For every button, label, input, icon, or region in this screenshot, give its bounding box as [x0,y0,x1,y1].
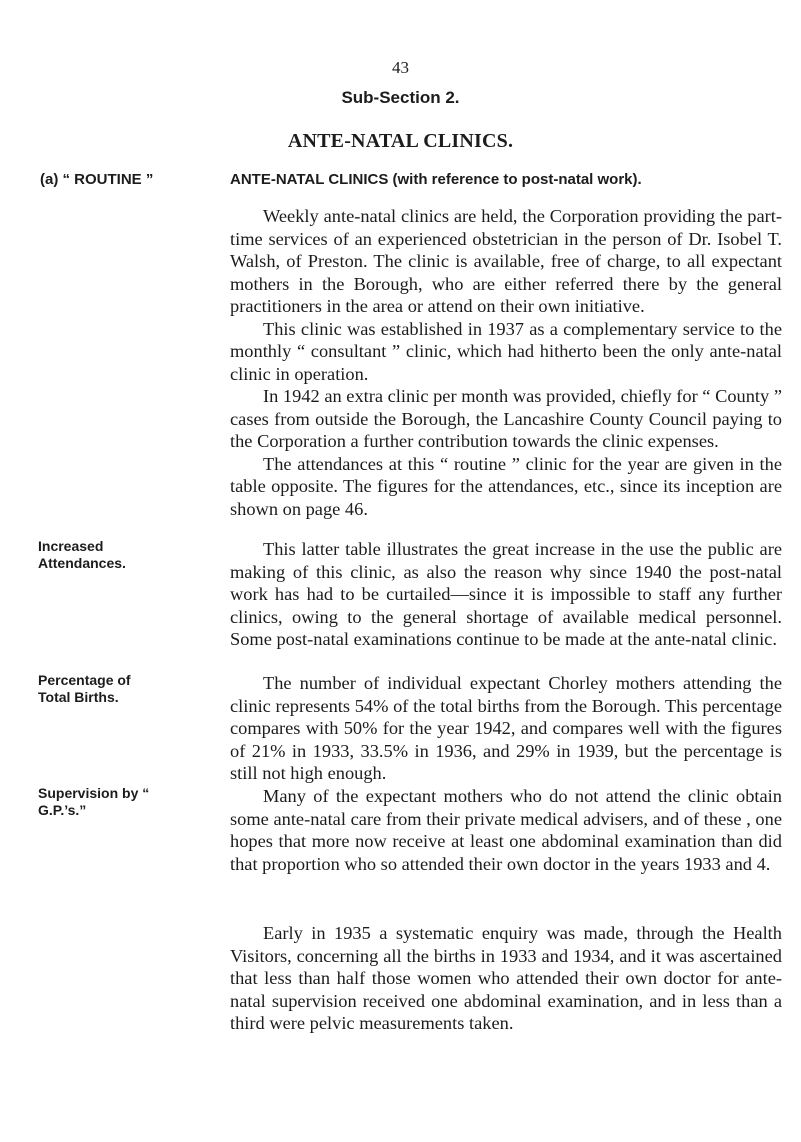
side-heading-increased-attendances: Increased Attendances. [38,538,126,571]
paragraph-private-advisers: Many of the expectant mothers who do not attend the clinic obtain some ante-natal care from their private medical advisers, and of these , one hopes that more now receive at least one abdominal examination than did that proportion who so attended their own doctor in the years 1933 and 4. [230,786,782,874]
section-a-title: ANTE-NATAL CLINICS (with reference to post-natal work). [230,171,642,188]
enquiry-block [230,922,782,1035]
supervision-block [230,785,782,875]
page-title: ANTE-NATAL CLINICS. [287,130,514,152]
paragraph-attendances: The attendances at this “ routine ” clinic for the year are given in the table opposite. The figures for the attendances, etc., since its inception are shown on page 46. [230,453,782,519]
paragraph-extra-clinic-1942: In 1942 an extra clinic per month was provided, chiefly for “ County ” cases from outside the Borough, the Lancashire County Council paying to the Corporation a further contribution towards the clinic expenses. [230,386,782,451]
section-a-label: (a) “ ROUTINE ” [40,171,154,188]
subsection-heading: Sub-Section 2. [341,88,460,107]
paragraph-established-1937: This clinic was established in 1937 as a complementary service to the monthly “ consultant ” clinic, which had hitherto been the only ante-natal clinic in operation. [230,318,782,384]
side-heading-percentage-births: Percentage of Total Births. [38,672,131,705]
increased-attendances-block [230,538,782,651]
paragraph-increase-in-use: This latter table illustrates the great increase in the use the public are making of this clinic, as also the reason why since 1940 the post-natal work has had to be curtailed—since it is impossible to staff any further clinics, owing to the general shortage of available medical personnel. Some post-natal examinations continue to be made at the ante-natal clinic. [230,539,782,649]
paragraph-enquiry-1935: Early in 1935 a systematic enquiry was made, through the Health Visitors, concerning all the births in 1933 and 1934, and it was ascertained that less than half those women who attended their own doctor for ante-natal supervision received one abdominal examination, and in less than a third were pelvic measurements taken. [230,923,782,1033]
paragraph-percentage-births: The number of individual expectant Chorley mothers attending the clinic represents 54% of the total births from the Borough. This percentage compares with 50% for the year 1942, and compares well with the figures of 21% in 1933, 33.5% in 1936, and 29% in 1939, but the percentage is still not high enough. [230,673,782,783]
percentage-births-block [230,672,782,785]
section-a-heading [40,171,780,188]
intro-block [230,205,782,520]
side-heading-supervision-gps: Supervision by “ G.P.’s.” [38,785,150,818]
page-number: 43 [392,58,409,77]
paragraph-weekly-clinics: Weekly ante-natal clinics are held, the Corporation providing the part-time services of an experienced obstetrician in the person of Dr. Isobel T. Walsh, of Preston. The clinic is available, free of charge, to all expectant mothers in the Borough, who are either referred there by the general practitioners in the area or attend on their own initiative. [230,206,782,316]
